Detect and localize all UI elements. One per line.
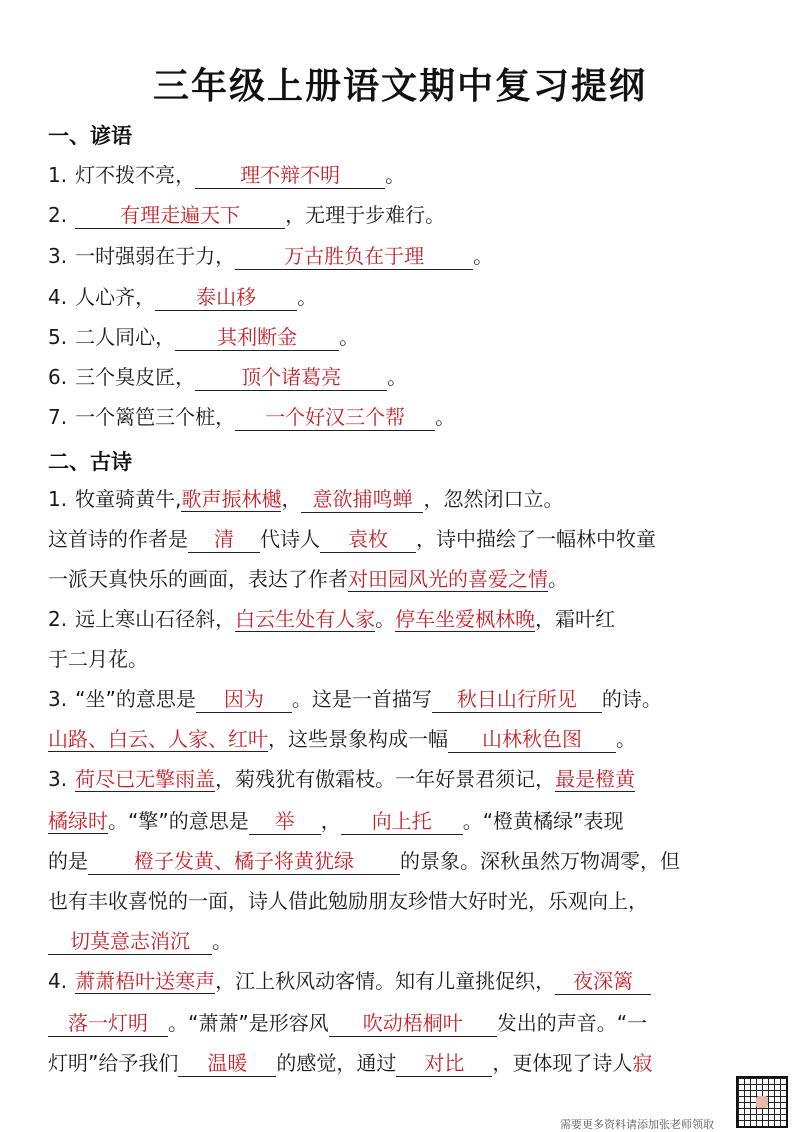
text: 。 xyxy=(339,325,360,349)
answer-blank: 白云生处有人家 xyxy=(235,607,376,631)
answer-blank: 秋日山行所见 xyxy=(432,686,602,713)
proverb-2 xyxy=(48,200,752,230)
answer-blank: 萧萧梧叶送寒声 xyxy=(75,969,216,993)
text: ，这些景象构成一幅 xyxy=(268,727,448,751)
text: 。 xyxy=(375,607,396,631)
page-title: 三年级上册语文期中复习提纲 xyxy=(152,66,647,107)
poem-2-line-1 xyxy=(48,604,752,634)
section-heading-poems: 二、古诗 xyxy=(48,450,132,474)
answer-blank: 泰山移 xyxy=(155,284,297,311)
poem-4-line-2 xyxy=(48,1008,752,1038)
answer-blank: 吹动梧桐叶 xyxy=(329,1010,497,1037)
text: 灯明”给予我们 xyxy=(48,1051,179,1075)
answer-text: 寂 xyxy=(632,1051,653,1075)
text: 牧童骑黄牛, xyxy=(75,487,182,511)
text: ，诗中描绘了一幅林中牧童 xyxy=(416,527,656,551)
poem-3-line-3 xyxy=(48,846,752,876)
text: 。 xyxy=(548,567,568,591)
text: ， xyxy=(281,487,302,511)
answer-blank: 橙子发黄、橘子将黄犹绿 xyxy=(88,848,400,875)
answer-blank: 夜深篱 xyxy=(555,968,651,995)
poem-2-line-4 xyxy=(48,724,752,754)
text: 。 xyxy=(212,929,232,953)
text: 。“擎”的意思是 xyxy=(108,809,249,833)
text: ， xyxy=(320,809,341,833)
item-number: 3. xyxy=(48,244,68,268)
text: 的是 xyxy=(48,849,88,873)
answer-blank: 荷尽已无擎雨盖 xyxy=(75,767,216,791)
text: 。 xyxy=(435,405,456,429)
poem-2-line-2 xyxy=(48,644,752,674)
item-number: 2. xyxy=(48,203,68,227)
answer-blank: 对田园风光的喜爱之情 xyxy=(348,567,548,591)
answer-blank: 因为 xyxy=(196,686,292,713)
text: 一派天真快乐的画面，表达了作者 xyxy=(48,567,348,591)
item-number: 7. xyxy=(48,405,68,429)
poem-3-line-5 xyxy=(48,926,752,956)
poem-4-line-1 xyxy=(48,966,752,996)
text: 二人同心， xyxy=(75,325,176,349)
item-number: 1. xyxy=(48,163,68,187)
answer-blank: 万古胜负在于理 xyxy=(235,243,473,270)
text: 远上寒山石径斜， xyxy=(75,607,236,631)
text: ，菊残犹有傲霜枝。一年好景君须记， xyxy=(215,767,556,791)
answer-blank: 清 xyxy=(188,526,260,553)
item-number: 2. xyxy=(48,607,68,631)
item-number: 1. xyxy=(48,487,68,511)
qr-code xyxy=(736,1076,788,1128)
text: 的诗。 xyxy=(601,687,662,711)
item-number: 4. xyxy=(48,285,68,309)
item-number: 6. xyxy=(48,365,68,389)
answer-blank: 山林秋色图 xyxy=(448,726,616,753)
text: “坐”的意思是 xyxy=(75,687,196,711)
answer-blank: 最是橙黄 xyxy=(555,767,636,791)
answer-blank: 举 xyxy=(249,808,321,835)
answer-blank: 其利断金 xyxy=(175,324,339,351)
proverb-6 xyxy=(48,362,752,392)
text: 于二月花。 xyxy=(48,647,148,671)
text: 。这是一首描写 xyxy=(291,687,432,711)
text: ，忽然闭口立。 xyxy=(423,487,564,511)
answer-blank: 袁枚 xyxy=(320,526,416,553)
footer-note: 需要更多资料请添加张老师领取 xyxy=(560,1118,714,1131)
text: 三个臭皮匠， xyxy=(75,365,196,389)
poem-3-line-2 xyxy=(48,806,752,836)
text: 一时强弱在于力， xyxy=(75,244,236,268)
text: 。 xyxy=(616,727,636,751)
text: ，江上秋风动客情。知有儿童挑促织， xyxy=(215,969,556,993)
text: 人心齐， xyxy=(75,285,156,309)
proverb-5 xyxy=(48,322,752,352)
qr-avatar xyxy=(756,1096,768,1108)
item-number: 3. xyxy=(48,687,68,711)
answer-blank: 山路、白云、人家、红叶 xyxy=(48,727,268,751)
poem-4-line-3 xyxy=(48,1048,730,1078)
answer-blank: 一个好汉三个帮 xyxy=(235,404,435,431)
proverb-4 xyxy=(48,282,752,312)
proverb-1 xyxy=(48,160,752,190)
poem-3-line-1 xyxy=(48,764,752,794)
text: 。 xyxy=(473,244,494,268)
item-number: 4. xyxy=(48,969,68,993)
text: 。“萧萧”是形容风 xyxy=(168,1011,329,1035)
text: 一个篱笆三个桩， xyxy=(75,405,236,429)
poem-1-line-2 xyxy=(48,524,752,554)
text: 。 xyxy=(297,285,318,309)
poem-3-line-4 xyxy=(48,886,752,916)
answer-blank: 向上托 xyxy=(341,808,463,835)
text: 的感觉，通过 xyxy=(276,1051,397,1075)
text: ，霜叶红 xyxy=(535,607,616,631)
proverb-3 xyxy=(48,241,752,271)
answer-blank: 切莫意志消沉 xyxy=(48,928,212,955)
text: 灯不拨不亮， xyxy=(75,163,196,187)
answer-blank: 有理走遍天下 xyxy=(75,202,285,229)
item-number: 3. xyxy=(48,767,68,791)
answer-blank: 理不辩不明 xyxy=(195,162,385,189)
text: 这首诗的作者是 xyxy=(48,527,188,551)
answer-blank: 意欲捕鸣蝉 xyxy=(301,486,423,513)
section-heading-proverbs: 一、谚语 xyxy=(48,124,132,148)
text: ，无理于步难行。 xyxy=(285,203,446,227)
item-number: 5. xyxy=(48,325,68,349)
poem-2-line-3 xyxy=(48,684,752,714)
text: 的景象。深秋虽然万物凋零，但 xyxy=(400,849,680,873)
text: ，更体现了诗人 xyxy=(492,1051,633,1075)
answer-blank: 歌声振林樾 xyxy=(181,487,282,511)
answer-blank: 橘绿时 xyxy=(48,809,108,833)
answer-blank: 停车坐爱枫林晚 xyxy=(395,607,536,631)
poem-1-line-1 xyxy=(48,484,752,514)
answer-blank: 顶个诸葛亮 xyxy=(195,364,387,391)
text: 。 xyxy=(387,365,408,389)
poem-1-line-3 xyxy=(48,564,752,594)
text: 。 xyxy=(385,163,406,187)
answer-blank: 温暖 xyxy=(178,1050,276,1077)
text: 也有丰收喜悦的一面，诗人借此勉励朋友珍惜大好时光，乐观向上， xyxy=(48,889,648,913)
answer-blank: 对比 xyxy=(396,1050,492,1077)
proverb-7 xyxy=(48,402,752,432)
answer-blank: 落一灯明 xyxy=(48,1010,168,1037)
text: 发出的声音。“一 xyxy=(496,1011,648,1035)
text: 代诗人 xyxy=(260,527,320,551)
text: 。“橙黄橘绿”表现 xyxy=(462,809,624,833)
